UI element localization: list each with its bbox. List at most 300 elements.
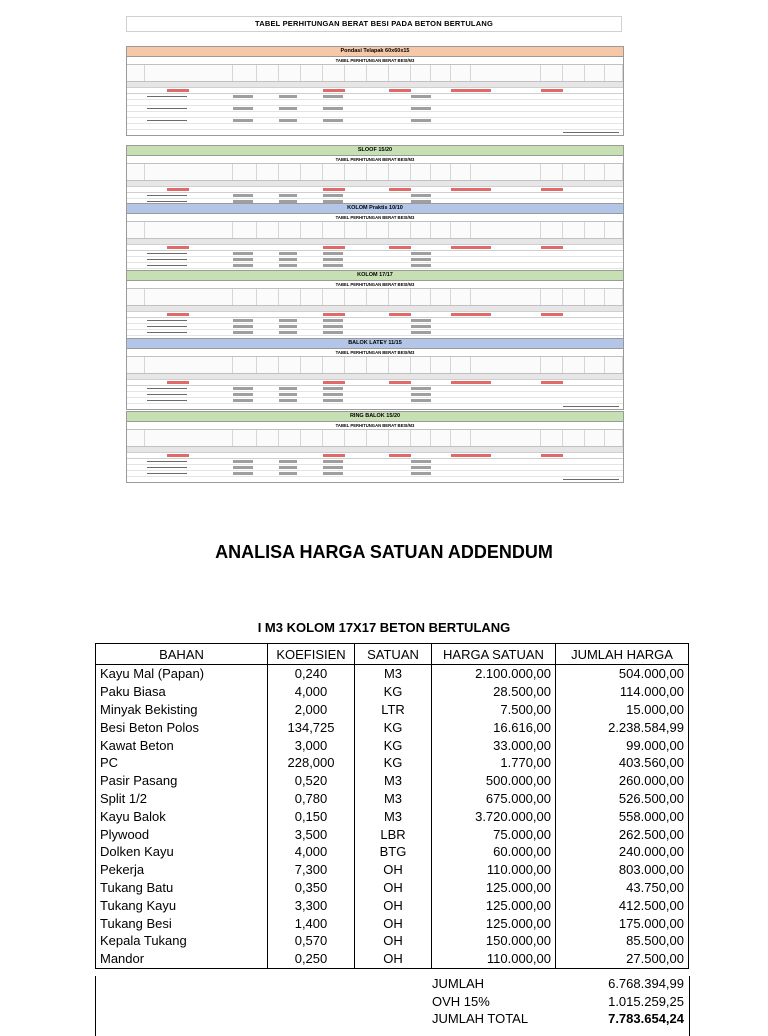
column-header-cell [389,430,411,446]
table-row [96,665,689,683]
value-cell-mark [279,95,297,98]
cell-koefisien: 228,000 [268,754,355,772]
cell-jumlah-harga: 803.000,00 [556,861,689,879]
cell-bahan: Kayu Balok [96,807,268,825]
cell-harga-satuan: 675.000,00 [432,790,556,808]
cell-jumlah-harga: 2.238.584,99 [556,718,689,736]
cell-koefisien: 3,300 [268,896,355,914]
column-header-cell [451,357,471,373]
table-header-row [96,644,689,665]
cell-koefisien: 3,000 [268,736,355,754]
column-header-cell [323,65,345,81]
unit-price-table [95,643,689,969]
formula-marker [541,381,563,384]
value-cell-mark [411,460,431,463]
summary-ovh [432,994,688,1012]
row-label-mark [147,120,187,121]
cell-bahan: Paku Biasa [96,683,268,701]
column-header-cell [451,430,471,446]
total-mark [563,479,619,480]
formula-marker [451,313,491,316]
value-cell-mark [279,264,297,267]
cell-satuan: OH [355,896,432,914]
column-header-cell [605,164,623,180]
row-label-mark [147,259,187,260]
table-row [96,932,689,950]
value-cell-mark [411,387,431,390]
column-header-cell [605,430,623,446]
column-header-cell [323,289,345,305]
row-label-mark [147,326,187,327]
formula-marker [323,246,345,249]
value-cell-mark [323,331,343,334]
column-header-cell [279,164,301,180]
value-cell-mark [233,393,253,396]
column-header-cell [233,357,257,373]
value-cell-mark [279,460,297,463]
column-header-cell [585,222,605,238]
column-header-cell [451,65,471,81]
value-cell-mark [411,472,431,475]
column-header-cell [127,65,145,81]
value-cell-mark [279,119,297,122]
column-header-cell [127,430,145,446]
formula-marker [167,454,189,457]
table-row [96,807,689,825]
cell-koefisien: 0,250 [268,950,355,968]
value-cell-mark [279,319,297,322]
column-header-cell [279,289,301,305]
column-header-cell [471,164,541,180]
formula-marker [323,89,345,92]
value-cell-mark [233,258,253,261]
value-cell-mark [279,107,297,110]
sheet-section [126,338,624,410]
header-harga-satuan: HARGA SATUAN [432,644,556,665]
section-column-headers [127,164,623,181]
value-cell-mark [279,258,297,261]
value-cell-mark [323,264,343,267]
table-row [96,825,689,843]
table-row [96,736,689,754]
value-cell-mark [411,107,431,110]
table-row [96,683,689,701]
cell-jumlah-harga: 15.000,00 [556,701,689,719]
sheet-section [126,270,624,342]
cell-satuan: KG [355,683,432,701]
analysis-title: ANALISA HARGA SATUAN ADDENDUM [215,542,553,562]
column-header-cell [257,65,279,81]
value-cell-mark [279,194,297,197]
row-label-mark [147,461,187,462]
section-heading: SLOOF 15/20 [127,146,623,156]
cell-jumlah-harga: 85.500,00 [556,932,689,950]
value-cell-mark [323,194,343,197]
cell-koefisien: 0,350 [268,879,355,897]
column-header-cell [563,164,585,180]
formula-marker [389,313,411,316]
cell-jumlah-harga: 27.500,00 [556,950,689,968]
section-column-headers [127,222,623,239]
cell-jumlah-harga: 412.500,00 [556,896,689,914]
cell-koefisien: 0,150 [268,807,355,825]
cell-koefisien: 0,780 [268,790,355,808]
cell-bahan: Plywood [96,825,268,843]
summary-total-label: JUMLAH TOTAL [432,1011,529,1026]
table-row [96,914,689,932]
cell-harga-satuan: 110.000,00 [432,861,556,879]
value-cell-mark [279,472,297,475]
value-cell-mark [279,393,297,396]
column-header-cell [145,164,233,180]
column-header-cell [411,164,431,180]
section-total-row [127,130,623,135]
value-cell-mark [233,319,253,322]
column-header-cell [605,357,623,373]
column-header-cell [257,164,279,180]
column-header-cell [605,65,623,81]
cell-jumlah-harga: 504.000,00 [556,665,689,683]
cell-jumlah-harga: 99.000,00 [556,736,689,754]
cell-bahan: Mandor [96,950,268,968]
column-header-cell [389,222,411,238]
column-header-cell [563,65,585,81]
column-header-cell [233,289,257,305]
formula-marker [323,313,345,316]
section-heading: RING BALOK 15/20 [127,412,623,422]
cell-harga-satuan: 125.000,00 [432,914,556,932]
column-header-cell [323,357,345,373]
row-label-mark [147,201,187,202]
total-mark [563,132,619,133]
value-cell-mark [233,107,253,110]
column-header-cell [345,65,367,81]
cell-satuan: OH [355,950,432,968]
cell-bahan: Besi Beton Polos [96,718,268,736]
cell-koefisien: 4,000 [268,843,355,861]
cell-koefisien: 0,570 [268,932,355,950]
summary-jumlah-value: 6.768.394,99 [608,976,684,991]
summary-total [432,1011,688,1029]
cell-koefisien: 134,725 [268,718,355,736]
column-header-cell [367,357,389,373]
formula-marker [323,381,345,384]
cell-bahan: Tukang Kayu [96,896,268,914]
column-header-cell [233,164,257,180]
cell-satuan: KG [355,736,432,754]
column-header-cell [145,65,233,81]
column-header-cell [431,164,451,180]
value-cell-mark [411,325,431,328]
value-cell-mark [233,95,253,98]
column-header-cell [257,289,279,305]
value-cell-mark [233,460,253,463]
value-cell-mark [323,472,343,475]
row-label-mark [147,467,187,468]
cell-bahan: Tukang Batu [96,879,268,897]
row-label-mark [147,96,187,97]
row-label-mark [147,195,187,196]
formula-marker [389,454,411,457]
cell-bahan: Tukang Besi [96,914,268,932]
section-heading: Pondasi Telapak 60x60x15 [127,47,623,57]
column-header-cell [471,222,541,238]
section-heading: BALOK LATEY 11/15 [127,339,623,349]
formula-marker [451,246,491,249]
column-header-cell [585,164,605,180]
column-header-cell [431,430,451,446]
column-header-cell [563,430,585,446]
cell-harga-satuan: 33.000,00 [432,736,556,754]
value-cell-mark [323,319,343,322]
formula-marker [167,188,189,191]
cell-harga-satuan: 7.500,00 [432,701,556,719]
column-header-cell [323,164,345,180]
cell-koefisien: 3,500 [268,825,355,843]
table-row [96,718,689,736]
formula-marker [323,188,345,191]
column-header-cell [563,357,585,373]
cell-jumlah-harga: 403.560,00 [556,754,689,772]
value-cell-mark [323,393,343,396]
rebar-weight-sheet [126,16,622,486]
column-header-cell [605,222,623,238]
analysis-subtitle: I M3 KOLOM 17X17 BETON BERTULANG [257,620,511,635]
cell-satuan: OH [355,879,432,897]
value-cell-mark [233,119,253,122]
value-cell-mark [323,95,343,98]
formula-marker [167,89,189,92]
column-header-cell [323,430,345,446]
table-row [96,843,689,861]
value-cell-mark [411,393,431,396]
value-cell-mark [323,325,343,328]
formula-marker [451,381,491,384]
formula-marker [541,246,563,249]
cell-bahan: Kepala Tukang [96,932,268,950]
cell-satuan: M3 [355,807,432,825]
cell-satuan: OH [355,932,432,950]
cell-jumlah-harga: 526.500,00 [556,790,689,808]
cell-jumlah-harga: 260.000,00 [556,772,689,790]
column-header-cell [471,357,541,373]
section-subheading: TABEL PERHITUNGAN BERAT BESI/M3 [127,349,623,357]
column-header-cell [431,65,451,81]
column-header-cell [145,222,233,238]
row-label-mark [147,253,187,254]
cell-harga-satuan: 125.000,00 [432,896,556,914]
formula-marker [167,381,189,384]
value-cell-mark [279,331,297,334]
value-cell-mark [233,252,253,255]
section-heading: KOLOM 17/17 [127,271,623,281]
column-header-cell [145,289,233,305]
column-header-cell [233,65,257,81]
column-header-cell [257,222,279,238]
table-row [96,861,689,879]
column-header-cell [127,357,145,373]
section-column-headers [127,289,623,306]
section-total-row [127,404,623,409]
column-header-cell [257,357,279,373]
sheet-title: TABEL PERHITUNGAN BERAT BESI PADA BETON BERTULANG [126,16,622,32]
column-header-cell [345,164,367,180]
value-cell-mark [279,252,297,255]
column-header-cell [345,289,367,305]
column-header-cell [233,222,257,238]
table-row [96,950,689,968]
formula-marker [323,454,345,457]
cell-harga-satuan: 150.000,00 [432,932,556,950]
row-label-mark [147,108,187,109]
cell-koefisien: 7,300 [268,861,355,879]
column-header-cell [389,357,411,373]
summary-ovh-label: OVH 15% [432,994,490,1009]
cell-bahan: Split 1/2 [96,790,268,808]
cell-jumlah-harga: 262.500,00 [556,825,689,843]
row-label-mark [147,400,187,401]
column-header-cell [127,289,145,305]
value-cell-mark [323,107,343,110]
column-header-cell [431,289,451,305]
table-row [96,879,689,897]
value-cell-mark [323,387,343,390]
column-header-cell [301,222,323,238]
cell-jumlah-harga: 175.000,00 [556,914,689,932]
section-total-row [127,477,623,482]
cell-satuan: KG [355,754,432,772]
header-satuan: SATUAN [355,644,432,665]
column-header-cell [127,222,145,238]
column-header-cell [411,357,431,373]
cell-koefisien: 0,240 [268,665,355,683]
value-cell-mark [233,466,253,469]
section-column-headers [127,357,623,374]
column-header-cell [145,357,233,373]
cell-harga-satuan: 125.000,00 [432,879,556,897]
column-header-cell [301,357,323,373]
value-cell-mark [411,119,431,122]
formula-marker [451,454,491,457]
value-cell-mark [233,399,253,402]
column-header-cell [279,222,301,238]
cell-satuan: M3 [355,790,432,808]
row-label-mark [147,320,187,321]
value-cell-mark [323,119,343,122]
formula-marker [167,246,189,249]
column-header-cell [585,430,605,446]
value-cell-mark [411,258,431,261]
cell-satuan: OH [355,861,432,879]
header-bahan: BAHAN [96,644,268,665]
column-header-cell [411,222,431,238]
value-cell-mark [233,387,253,390]
column-header-cell [471,65,541,81]
column-header-cell [367,164,389,180]
formula-marker [541,89,563,92]
section-column-headers [127,65,623,82]
column-header-cell [345,357,367,373]
column-header-cell [541,289,563,305]
row-label-mark [147,473,187,474]
value-cell-mark [411,252,431,255]
column-header-cell [279,357,301,373]
column-header-cell [585,357,605,373]
table-row [96,772,689,790]
column-header-cell [345,430,367,446]
column-header-cell [257,430,279,446]
cell-satuan: LBR [355,825,432,843]
section-subheading: TABEL PERHITUNGAN BERAT BESI/M3 [127,214,623,222]
value-cell-mark [233,325,253,328]
column-header-cell [367,65,389,81]
value-cell-mark [323,466,343,469]
value-cell-mark [279,325,297,328]
formula-marker [167,313,189,316]
column-header-cell [451,164,471,180]
cell-satuan: LTR [355,701,432,719]
cell-harga-satuan: 2.100.000,00 [432,665,556,683]
column-header-cell [301,430,323,446]
value-cell-mark [279,387,297,390]
column-header-cell [279,430,301,446]
summary-jumlah-label: JUMLAH [432,976,485,991]
formula-marker [389,246,411,249]
cell-harga-satuan: 16.616,00 [432,718,556,736]
formula-marker [389,381,411,384]
row-label-mark [147,394,187,395]
cell-harga-satuan: 3.720.000,00 [432,807,556,825]
column-header-cell [431,357,451,373]
cell-satuan: KG [355,718,432,736]
cell-jumlah-harga: 558.000,00 [556,807,689,825]
table-row [96,790,689,808]
column-header-cell [541,357,563,373]
formula-marker [541,313,563,316]
cell-satuan: BTG [355,843,432,861]
column-header-cell [431,222,451,238]
cell-bahan: PC [96,754,268,772]
cell-bahan: Pasir Pasang [96,772,268,790]
column-header-cell [279,65,301,81]
value-cell-mark [233,264,253,267]
column-header-cell [389,289,411,305]
column-header-cell [451,222,471,238]
column-header-cell [233,430,257,446]
value-cell-mark [411,319,431,322]
cell-satuan: M3 [355,772,432,790]
formula-marker [451,188,491,191]
value-cell-mark [323,399,343,402]
column-header-cell [411,65,431,81]
cell-koefisien: 4,000 [268,683,355,701]
table-row [96,896,689,914]
cell-jumlah-harga: 43.750,00 [556,879,689,897]
value-cell-mark [233,331,253,334]
cell-bahan: Minyak Bekisting [96,701,268,719]
column-header-cell [145,430,233,446]
column-header-cell [323,222,345,238]
value-cell-mark [323,460,343,463]
summary-jumlah [432,976,688,994]
value-cell-mark [411,95,431,98]
sheet-section [126,46,624,136]
cell-harga-satuan: 60.000,00 [432,843,556,861]
column-header-cell [367,430,389,446]
table-row [96,754,689,772]
row-label-mark [147,265,187,266]
formula-marker [389,188,411,191]
